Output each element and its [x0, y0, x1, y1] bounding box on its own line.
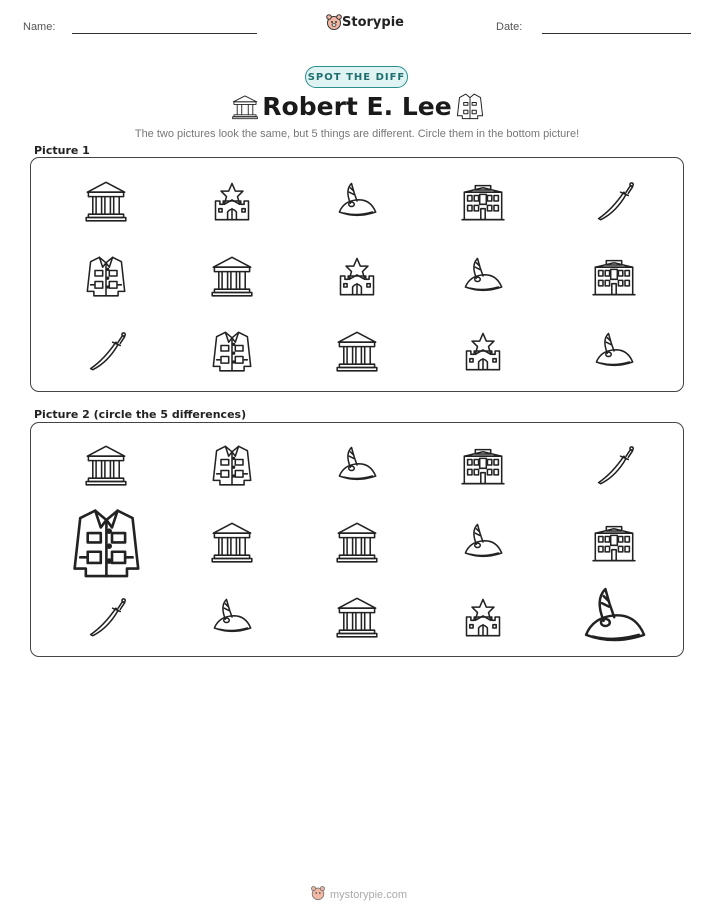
picture2-title: Picture 2 (circle the 5 differences) [34, 408, 247, 421]
page-title: Robert E. Lee [262, 92, 452, 121]
picture1-mansion-icon [461, 179, 505, 223]
footer-url: mystorypie.com [330, 889, 408, 901]
picture2-mansion-icon[interactable] [461, 443, 505, 487]
picture1-castle-icon [210, 179, 254, 223]
picture2-plumed-hat-icon[interactable] [579, 582, 649, 652]
title-jacket-icon [456, 92, 484, 125]
brand-name: Storypie [342, 15, 404, 30]
picture1-saber-icon [592, 179, 636, 223]
picture2-uniform-jacket-icon[interactable] [69, 505, 144, 580]
picture2-plumed-hat-icon[interactable] [335, 443, 379, 487]
footer-logo-icon [310, 885, 326, 906]
picture1-mansion-icon [592, 254, 636, 298]
picture1-pillared-building-icon [210, 254, 254, 298]
picture2-castle-icon[interactable] [461, 595, 505, 639]
picture1-title: Picture 1 [34, 144, 90, 157]
picture2-plumed-hat-icon[interactable] [461, 520, 505, 564]
picture2-pillared-building-icon[interactable] [84, 443, 128, 487]
picture1-saber-icon [84, 329, 128, 373]
picture1-plumed-hat-icon [461, 254, 505, 298]
picture2-uniform-jacket-icon[interactable] [210, 443, 254, 487]
picture1-castle-icon [461, 329, 505, 373]
date-label: Date: [496, 21, 523, 33]
picture2-plumed-hat-icon[interactable] [210, 595, 254, 639]
picture1-uniform-jacket-icon [84, 254, 128, 298]
picture2-pillared-building-icon[interactable] [335, 595, 379, 639]
picture1-pillared-building-icon [84, 179, 128, 223]
picture1-pillared-building-icon [335, 329, 379, 373]
date-line[interactable] [542, 33, 691, 34]
picture1-plumed-hat-icon [335, 179, 379, 223]
picture2-saber-icon[interactable] [592, 443, 636, 487]
picture2-saber-icon[interactable] [84, 595, 128, 639]
name-label: Name: [23, 21, 56, 33]
picture1-uniform-jacket-icon [210, 329, 254, 373]
picture2-mansion-icon[interactable] [592, 520, 636, 564]
name-line[interactable] [72, 33, 257, 34]
spot-the-diff-badge: SPOT THE DIFF [305, 66, 408, 88]
picture2-pillared-building-icon[interactable] [210, 520, 254, 564]
picture2-pillared-building-icon[interactable] [335, 520, 379, 564]
picture1-castle-icon [335, 254, 379, 298]
instructions-text: The two pictures look the same, but 5 things are different. Circle them in the bottom picture! [134, 128, 580, 140]
picture1-plumed-hat-icon [592, 329, 636, 373]
